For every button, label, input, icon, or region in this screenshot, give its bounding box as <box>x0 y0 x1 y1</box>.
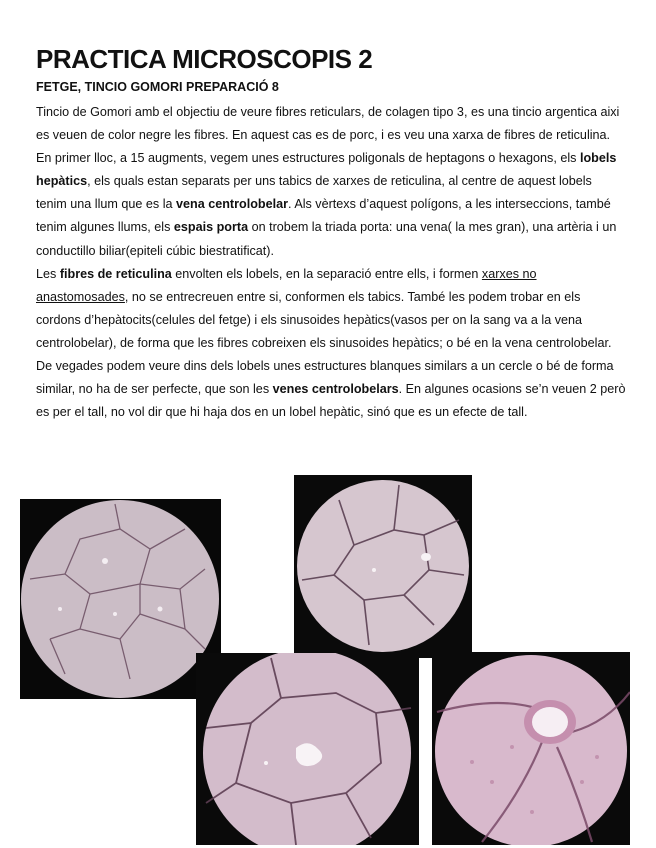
text-run: envolten els lobels, en la separació entre ells, i formen <box>171 266 482 281</box>
term-espais-porta: espais porta <box>173 220 249 235</box>
term-lobels-hepatics: lobels hepàtics <box>36 151 617 189</box>
text-run: De vegades podem veure dins dels lobels unes estructures blanques similars a un cercle o bé de forma similar, no ha de ser perfecte, que son les <box>36 359 614 397</box>
term-vena-centrolobelar: vena centrolobelar <box>176 197 289 212</box>
text-run: on trobem la triada porta: una vena( la mes gran), una artèria i un conductillo biliar(epiteli cúbic biestratificat). <box>36 220 617 258</box>
text-run: Les <box>36 266 60 281</box>
text-run: , no se entrecreuen entre si, conformen els tabics. També les podem trobar en els cordons d’hepàtocits(celules del fetge) i els sinusoides hepàtics(vasos per on la sang va a la vena centrolobelar), de forma que les fibres cobreixen els sinusoides hepàtics; o bé en la vena centrolobelar. <box>36 289 612 350</box>
term-fibres-reticulina: fibres de reticulina <box>59 266 172 281</box>
micrograph-4-image <box>432 652 630 845</box>
text-run: . En algunes ocasions se’n veuen 2 però es per el tall, no vol dir que hi haja dos en un lobel hepàtic, sinó que es un efecte de tall. <box>36 382 626 420</box>
micrograph-3 <box>196 653 419 845</box>
micrograph-2-image <box>294 475 472 658</box>
text-run: , els quals estan separats per uns tabics de xarxes de reticulina, al centre de aquest lobels tenim una llum que es la <box>36 174 592 212</box>
paragraph-lobules <box>36 147 626 262</box>
paragraph-fibres <box>36 263 626 355</box>
term-xarxes-no-anastomosades: xarxes no anastomosades <box>36 266 537 304</box>
micrograph-4 <box>432 652 630 845</box>
page-subtitle: FETGE, TINCIO GOMORI PREPARACIÓ 8 <box>36 80 279 94</box>
micrograph-3-image <box>196 653 419 845</box>
paragraph-venes <box>36 355 626 424</box>
micrograph-2 <box>294 475 472 658</box>
text-run: En primer lloc, a 15 augments, vegem unes estructures poligonals de heptagons o hexagons, els <box>36 151 580 166</box>
term-venes-centrolobelars: venes centrolobelars <box>272 382 399 397</box>
micrograph-1-image <box>20 499 221 699</box>
text-run: . Als vèrtexs d’aquest polígons, a les interseccions, també tenim algunes llums, els <box>36 197 611 235</box>
body-text <box>36 101 626 424</box>
page-title: PRACTICA MICROSCOPIS 2 <box>36 44 373 74</box>
paragraph-intro <box>36 101 626 147</box>
paragraph-intro-text: Tincio de Gomori amb el objectiu de veure fibres reticulars, de colagen tipo 3, es una tincio argentica aixi es veuen de color negre les fibres. En aquest cas es de porc, i es veu una xarxa de fibres de reticulina. <box>36 105 620 143</box>
micrograph-1 <box>20 499 221 699</box>
